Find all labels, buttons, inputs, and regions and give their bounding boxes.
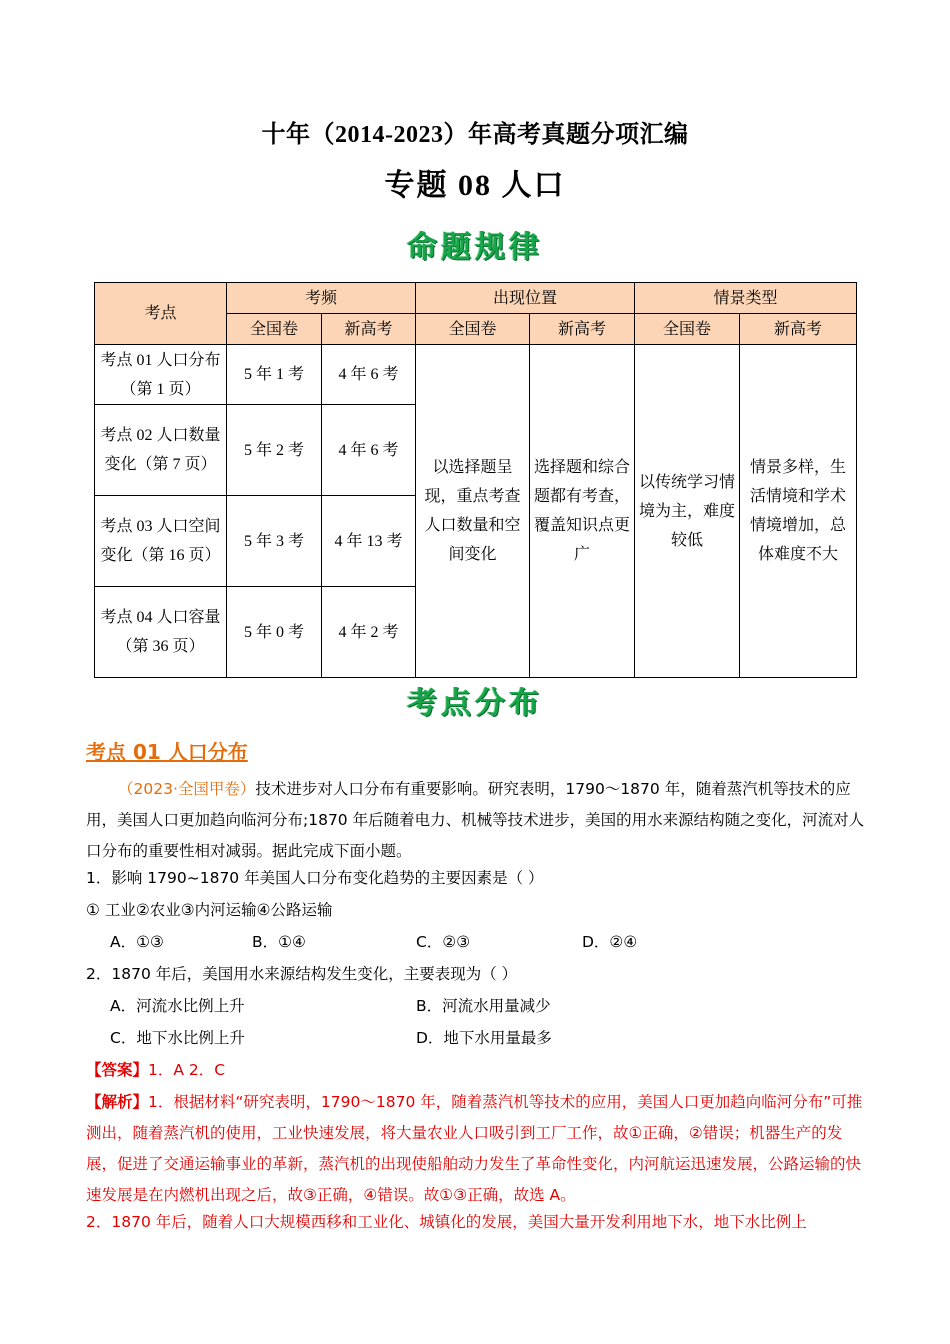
sub-new-scene: 新高考 — [740, 314, 857, 345]
row-kaodian: 考点 03 人口空间变化（第 16 页） — [95, 496, 227, 587]
section-title: 考点 01 人口分布 — [86, 740, 248, 764]
row-new-freq: 4 年 2 考 — [322, 587, 416, 678]
row-national-freq: 5 年 1 考 — [227, 345, 322, 405]
answer-label: 【答案】 — [86, 1061, 149, 1079]
sub-national-scene: 全国卷 — [635, 314, 740, 345]
position-new: 选择题和综合题都有考查，覆盖知识点更广 — [530, 345, 635, 678]
sub-national-freq: 全国卷 — [227, 314, 322, 345]
row-kaodian: 考点 01 人口分布（第 1 页） — [95, 345, 227, 405]
row-national-freq: 5 年 3 考 — [227, 496, 322, 587]
row-national-freq: 5 年 2 考 — [227, 405, 322, 496]
answer-line — [86, 1058, 225, 1080]
q1-option-d: D．②④ — [582, 933, 638, 951]
q2-option-a: A．河流水比例上升 — [110, 997, 245, 1015]
table-row — [95, 345, 857, 405]
analysis-label: 【解析】 — [86, 1093, 149, 1111]
distribution-heading: 考点分布 — [407, 686, 543, 721]
rule-heading: 命题规律 — [407, 230, 543, 265]
material-text: 技术进步对人口分布有重要影响。研究表明，1790～1870 年，随着蒸汽机等技术的应用，美国人口更加趋向临河分布;1870 年后随着电力、机械等技术进步，美国的用水来源结构随之变化，河流对人口分布的重要性相对减弱。据此完成下面小题。 — [86, 780, 865, 860]
analysis-text-1: 1．根据材料“研究表明，1790～1870 年，随着蒸汽机等技术的应用，美国人口更加趋向临河分布”可推测出，随着蒸汽机的使用，工业快速发展，将大量农业人口吸引到工厂工作，故①正确，②错误；机器生产的发展，促进了交通运输事业的革新，蒸汽机的出现使船舶动力发生了革命性变化，内河航运迅速发展，公路运输的快速发展是在内燃机出现之后，故③正确，④错误。故①③正确，故选 A。 — [86, 1093, 863, 1204]
topic-title: 专题 08 人口 — [384, 169, 566, 202]
row-new-freq: 4 年 6 考 — [322, 345, 416, 405]
q2-option-b: B．河流水用量减少 — [416, 997, 551, 1015]
answer-text: 1．A 2．C — [148, 1061, 226, 1079]
row-national-freq: 5 年 0 考 — [227, 587, 322, 678]
header-freq: 考频 — [227, 283, 416, 314]
header-kaodian: 考点 — [95, 283, 227, 345]
question-2: 2．1870 年后，美国用水来源结构发生变化，主要表现为（ ） — [86, 965, 518, 983]
sub-new-pos: 新高考 — [530, 314, 635, 345]
row-new-freq: 4 年 13 考 — [322, 496, 416, 587]
question-1: 1．影响 1790~1870 年美国人口分布变化趋势的主要因素是（ ） — [86, 869, 544, 887]
sub-new-freq: 新高考 — [322, 314, 416, 345]
q2-option-c: C．地下水比例上升 — [110, 1029, 245, 1047]
scene-new: 情景多样，生活情境和学术情境增加，总体难度不大 — [740, 345, 857, 678]
sub-national-pos: 全国卷 — [416, 314, 530, 345]
source-tag: （2023·全国甲卷） — [118, 780, 256, 798]
exam-rule-table — [94, 282, 857, 678]
q1-option-b: B．①④ — [252, 933, 306, 951]
q2-option-d: D．地下水用量最多 — [416, 1029, 552, 1047]
scene-national: 以传统学习情境为主，难度较低 — [635, 345, 740, 678]
header-scene: 情景类型 — [635, 283, 857, 314]
material-paragraph — [86, 774, 866, 867]
row-kaodian: 考点 02 人口数量变化（第 7 页） — [95, 405, 227, 496]
row-new-freq: 4 年 6 考 — [322, 405, 416, 496]
q1-option-a: A．①③ — [110, 933, 164, 951]
q1-option-c: C．②③ — [416, 933, 471, 951]
analysis-paragraph-1 — [86, 1087, 866, 1211]
main-title: 十年（2014-2023）年高考真题分项汇编 — [261, 122, 689, 148]
position-national: 以选择题呈现，重点考查人口数量和空间变化 — [416, 345, 530, 678]
header-position: 出现位置 — [416, 283, 635, 314]
row-kaodian: 考点 04 人口容量（第 36 页） — [95, 587, 227, 678]
analysis-paragraph-2: 2．1870 年后，随着人口大规模西移和工业化、城镇化的发展，美国大量开发利用地下水，地下水比例上 — [86, 1213, 807, 1231]
question-1-items: ① 工业②农业③内河运输④公路运输 — [86, 901, 333, 919]
